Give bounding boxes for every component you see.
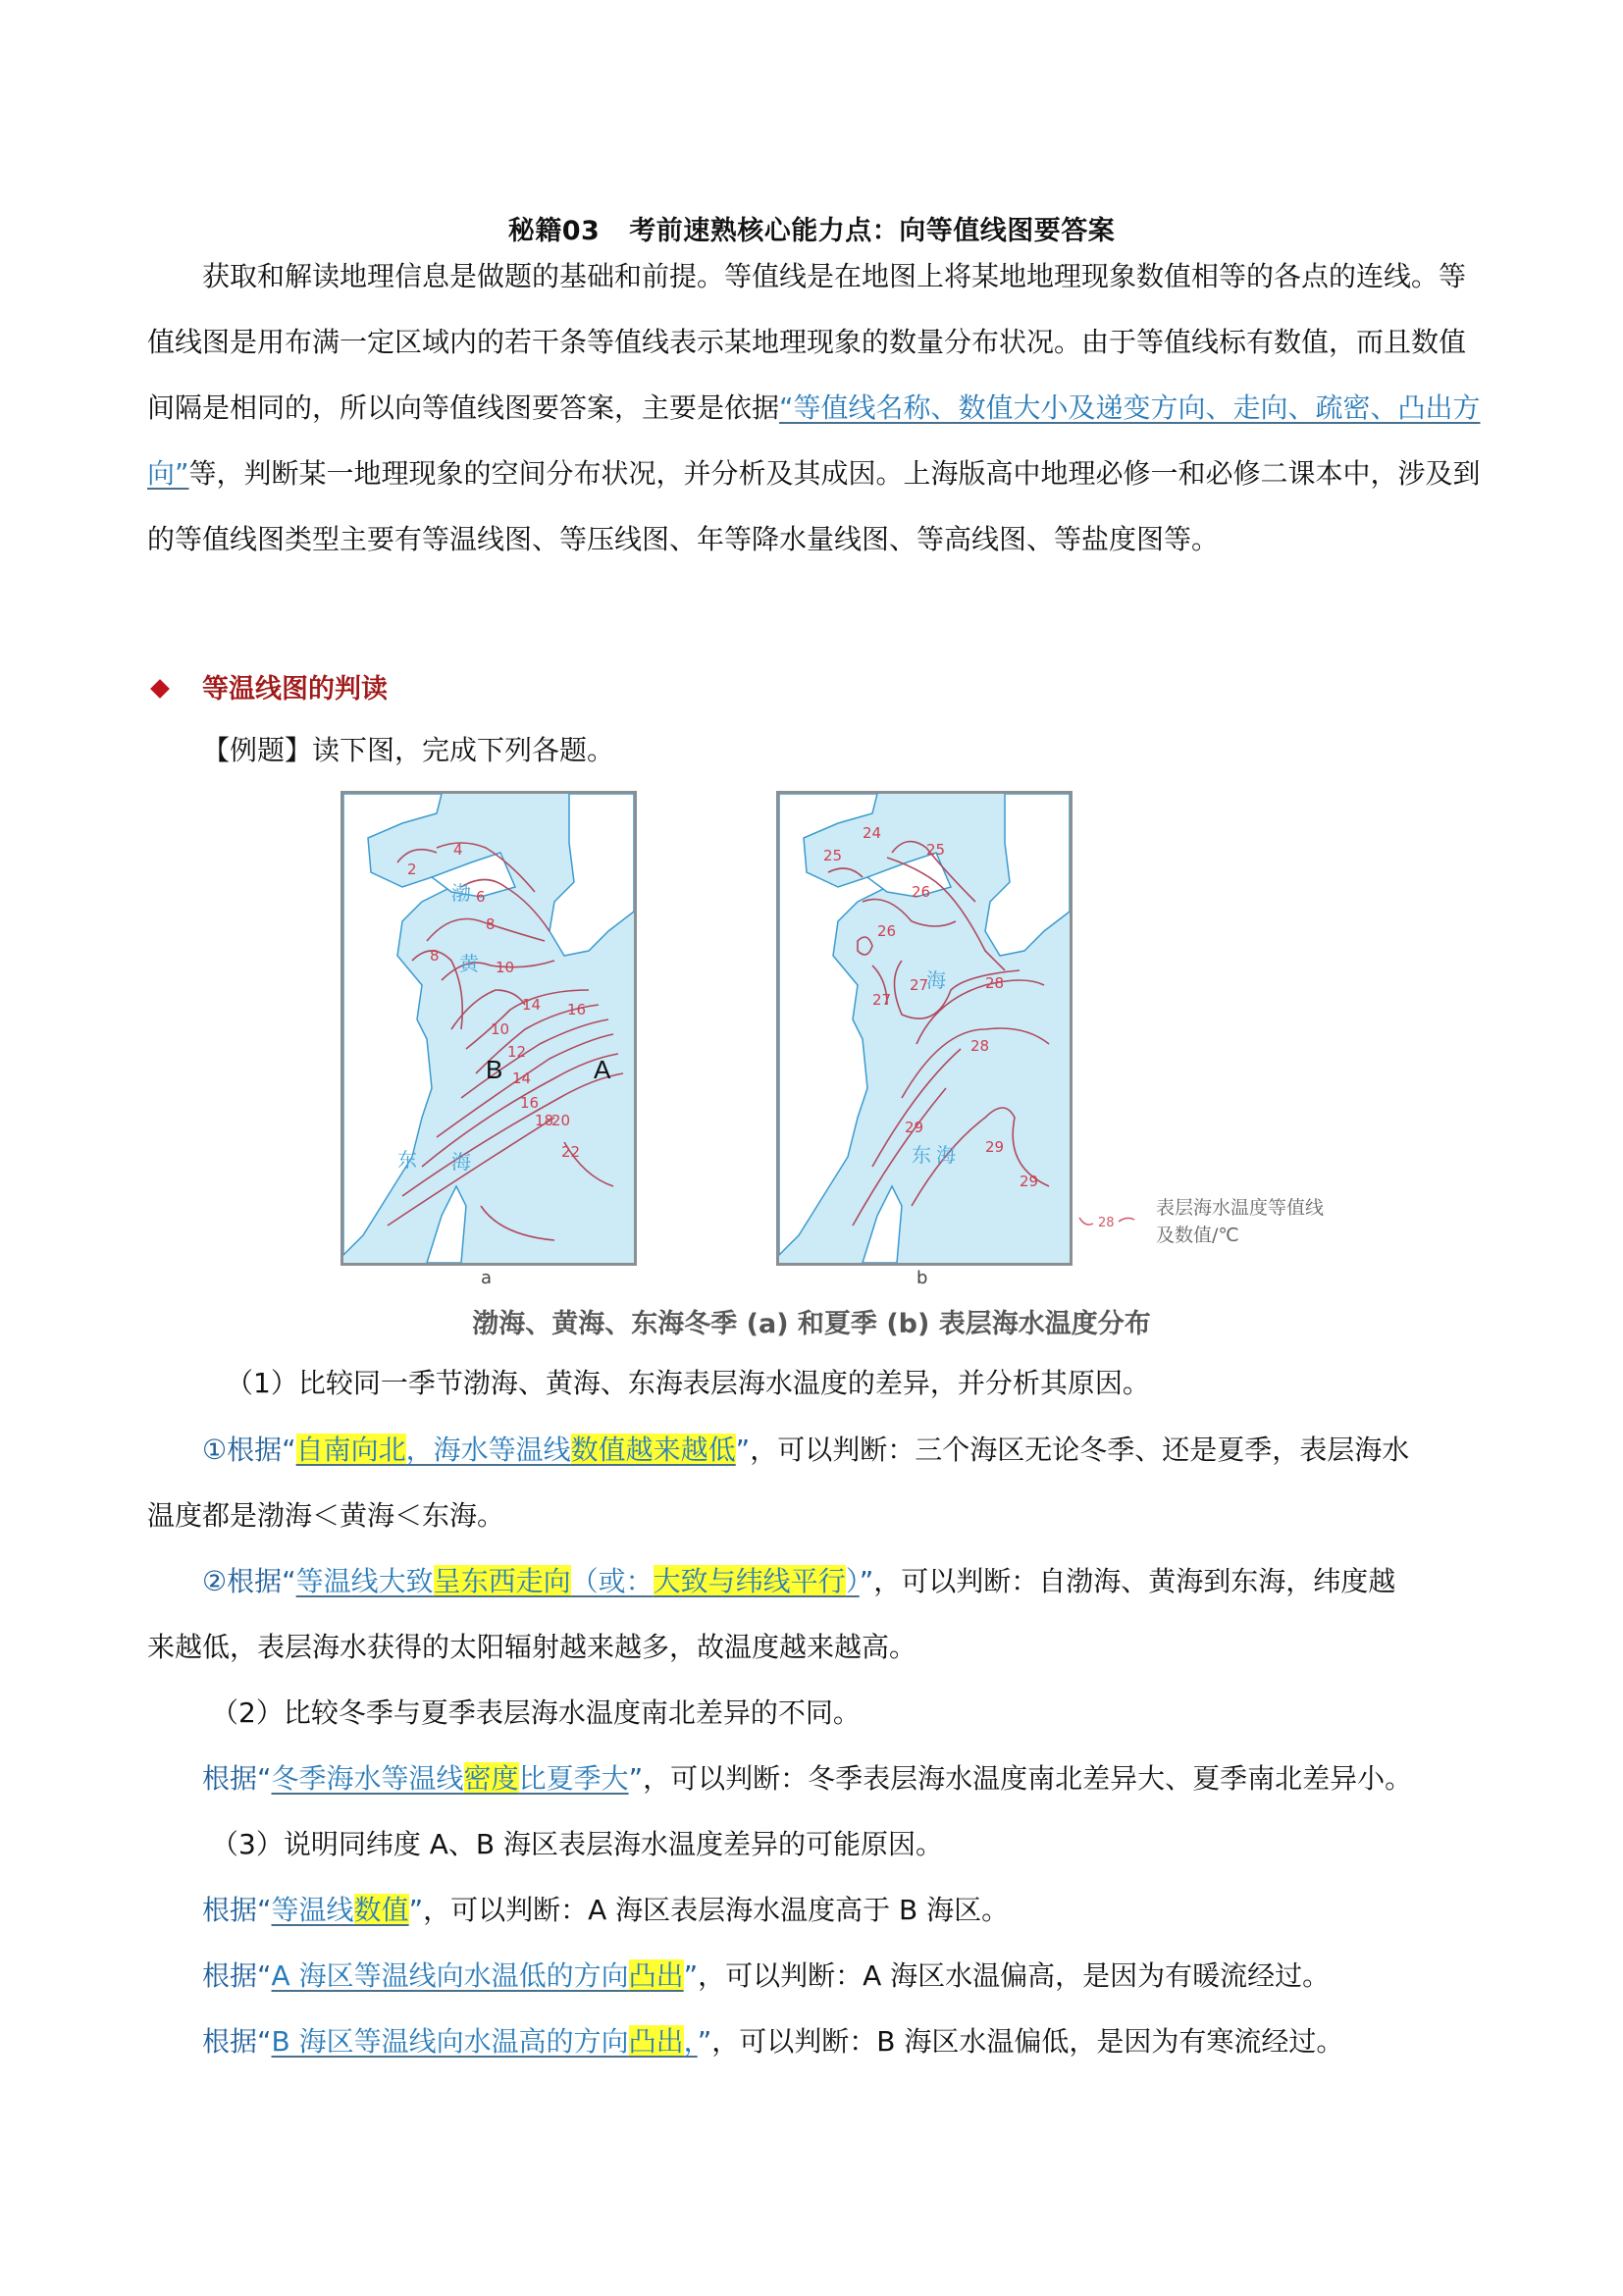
key-phrase-highlight: 密度 — [463, 1762, 519, 1795]
title-number: 秘籍03 — [507, 216, 601, 246]
isotherm-label: 28 — [985, 974, 1005, 992]
map-winter — [340, 791, 637, 1266]
legend-line-1: 表层海水温度等值线 — [1156, 1197, 1325, 1219]
sea-label-dong: 东 — [912, 1143, 931, 1167]
isotherm-label: 22 — [561, 1143, 581, 1161]
isotherm-label: 10 — [491, 1020, 510, 1038]
isotherm-label: 10 — [496, 959, 515, 976]
example-prompt: 【例题】读下图，完成下列各题。 — [202, 734, 615, 766]
map-legend — [1077, 1194, 1324, 1249]
isotherm-label: 12 — [507, 1043, 527, 1061]
q1-question: （1）比较同一季节渤海、黄海、东海表层海水温度的差异，并分析其原因。 — [226, 1367, 1150, 1399]
isotherm-label: 26 — [912, 883, 931, 901]
sea-label-hai: 海 — [926, 968, 946, 992]
legend-line-2: 及数值/℃ — [1156, 1225, 1239, 1246]
q3-answer-3: 根据“B 海区等温线向水温高的方向凸出，”，可以判断：B 海区水温偏低，是因为有寒流经过。 — [202, 2025, 1344, 2058]
q3-answer-1: 根据“等温线数值”，可以判断：A 海区表层海水温度高于 B 海区。 — [202, 1894, 1010, 1926]
sea-label-hai-2: 海 — [936, 1143, 956, 1167]
section-title: 等温线图的判读 — [202, 674, 388, 704]
isotherm-label: 27 — [872, 991, 892, 1009]
key-phrase-highlight: 大致与纬线平行 — [653, 1565, 846, 1597]
q2-answer: 根据“冬季海水等温线密度比夏季大”，可以判断：冬季表层海水温度南北差异大、夏季南北差异小。 — [202, 1762, 1413, 1795]
key-phrase-highlight: 呈东西走向 — [433, 1565, 571, 1597]
q1-answer-2-cont: 来越低，表层海水获得的太阳辐射越来越多，故温度越来越高。 — [147, 1631, 917, 1663]
isotherm-label: 29 — [905, 1119, 924, 1136]
isotherm-label: 27 — [910, 976, 929, 994]
diamond-bullet-icon — [150, 679, 170, 699]
legend-isotherm-sample — [1077, 1208, 1136, 1235]
isotherm-label: 18 — [535, 1112, 554, 1129]
title-text: 考前速熟核心能力点：向等值线图要答案 — [629, 216, 1116, 246]
isotherm-label: 6 — [476, 888, 486, 906]
q3-question: （3）说明同纬度 A、B 海区表层海水温度差异的可能原因。 — [211, 1828, 943, 1860]
map-b-label: b — [916, 1268, 928, 1288]
q1-answer-2: ②根据“等温线大致呈东西走向（或：大致与纬线平行）”，可以判断：自渤海、黄海到东海，纬度越 — [202, 1565, 1396, 1597]
isotherm-label: 28 — [970, 1037, 990, 1055]
isotherm-label: 20 — [551, 1112, 571, 1129]
key-phrase-highlight: 自南向北 — [295, 1434, 406, 1466]
isotherm-label: 2 — [407, 861, 417, 878]
key-phrase-highlight: 凸出 — [628, 2025, 684, 2058]
isotherm-label: 26 — [877, 922, 897, 940]
intro-key-phrase: “等值线名称、数值大小及递变方向、走向、疏密、凸出方向” — [147, 391, 1481, 490]
q3-answer-2: 根据“A 海区等温线向水温低的方向凸出”，可以判断：A 海区水温偏高，是因为有暖流经过。 — [202, 1959, 1331, 1992]
isotherm-label: 8 — [486, 915, 496, 933]
map-a-label: a — [481, 1268, 493, 1288]
isotherm-label: 14 — [512, 1070, 532, 1087]
point-b-label: B — [486, 1055, 503, 1084]
isotherm-label: 14 — [522, 996, 542, 1014]
land-korea — [985, 794, 1070, 956]
isotherm-label: 16 — [567, 1001, 587, 1018]
q1-answer-1: ①根据“自南向北，海水等温线数值越来越低”，可以判断：三个海区无论冬季、还是夏季，表层海水 — [202, 1434, 1410, 1466]
isotherm-label: 25 — [823, 847, 843, 864]
isotherm-label: 16 — [520, 1094, 540, 1112]
land-west — [343, 794, 451, 1255]
page-title — [0, 209, 1623, 247]
q1-answer-1-cont: 温度都是渤海＜黄海＜东海。 — [147, 1499, 505, 1532]
isotherm-label: 24 — [863, 824, 882, 842]
land-korea — [550, 794, 634, 956]
isotherm-label: 4 — [453, 841, 463, 859]
intro-text-1: 获取和解读地理信息是做题的基础和前提。等值线是在地图上将某地地理现象数值相等的各点的连线。等值线图是用布满一定区域内的若干条等值线表示某地理现象的数量分布状况。由于等值线标有数值，而且数值间隔是相同的，所以向等值线图要答案，主要是依据 — [147, 260, 1467, 424]
intro-paragraph — [147, 243, 1482, 572]
figure-caption: 渤海、黄海、东海冬季 (a) 和夏季 (b) 表层海水温度分布 — [472, 1309, 1151, 1339]
map-summer — [776, 791, 1073, 1266]
sea-label-huang: 黄 — [459, 952, 479, 975]
svg-text:28: 28 — [1098, 1216, 1115, 1229]
point-a-label: A — [594, 1055, 611, 1084]
land-taiwan — [427, 1186, 466, 1263]
isotherm-label: 8 — [430, 947, 440, 965]
isotherm-label: 25 — [926, 841, 946, 859]
sea-label-hai: 海 — [451, 1150, 471, 1174]
isotherm-label: 29 — [1020, 1173, 1039, 1190]
q2-question: （2）比较冬季与夏季表层海水温度南北差异的不同。 — [211, 1696, 861, 1729]
key-phrase-highlight: 数值 — [353, 1894, 409, 1926]
sea-label-dong: 东 — [397, 1148, 417, 1172]
key-phrase-highlight: 凸出 — [628, 1959, 684, 1992]
key-phrase-highlight: 数值越来越低 — [570, 1434, 736, 1466]
sea-label-bohai: 渤 — [451, 881, 471, 905]
section-heading — [147, 667, 388, 705]
isotherm-label: 29 — [985, 1138, 1005, 1156]
intro-text-2: 等，判断某一地理现象的空间分布状况，并分析及其成因。上海版高中地理必修一和必修二课本中，涉及到的等值线图类型主要有等温线图、等压线图、年等降水量线图、等高线图、等盐度图等。 — [147, 457, 1481, 555]
